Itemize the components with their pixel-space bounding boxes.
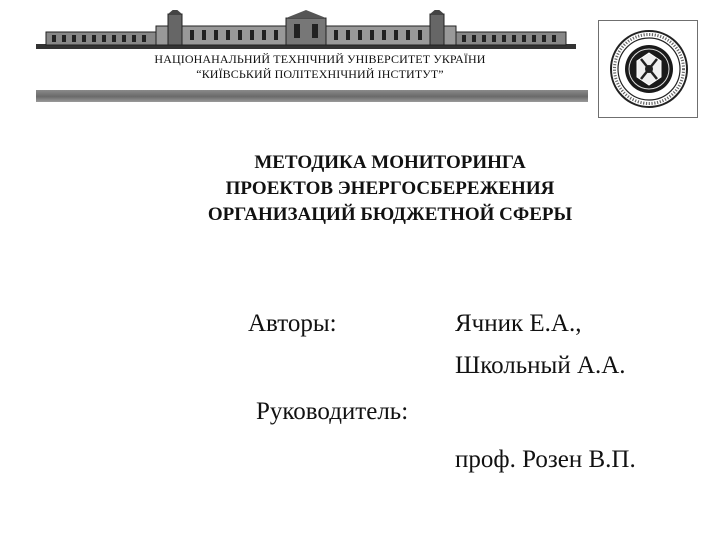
authors-label: Авторы: — [248, 310, 337, 337]
kpi-emblem-icon — [609, 29, 689, 109]
emblem-frame — [598, 20, 698, 118]
supervisor-label: Руководитель: — [256, 398, 409, 425]
university-name-line1: НАЦІОНАНАЛЬНИЙ ТЕХНІЧНИЙ УНІВЕРСИТЕТ УКРАЇНИ — [154, 52, 486, 66]
author-name-1: Ячник Е.А., — [455, 310, 582, 337]
author-name-2: Школьный А.А. — [455, 352, 626, 379]
university-name-line2: “КИЇВСЬКИЙ ПОЛІТЕХНІЧНИЙ ІНСТИТУТ” — [196, 67, 444, 81]
title-line2: ПРОЕКТОВ ЭНЕРГОСБЕРЕЖЕНИЯ — [225, 178, 555, 199]
header-divider-bar — [36, 90, 588, 102]
university-name — [60, 52, 580, 82]
title-line3: ОРГАНИЗАЦИЙ БЮДЖЕТНОЙ СФЕРЫ — [207, 204, 573, 225]
title-line1: МЕТОДИКА МОНИТОРИНГА — [254, 152, 526, 173]
presentation-title — [120, 150, 660, 228]
supervisor-name: проф. Розен В.П. — [455, 446, 636, 473]
university-building-icon — [36, 10, 576, 58]
